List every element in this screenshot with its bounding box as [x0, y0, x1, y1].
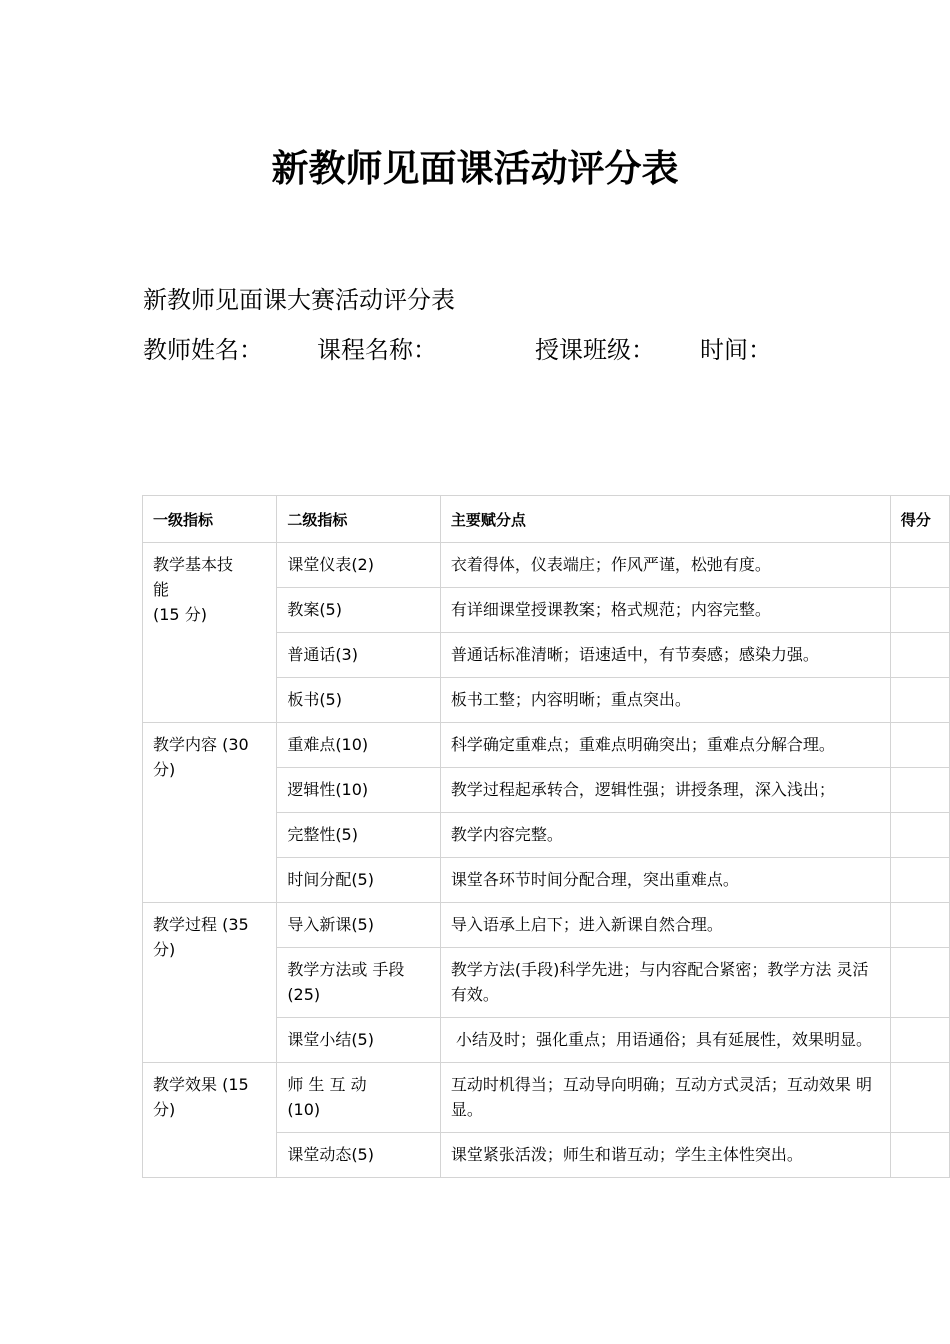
table-header-row [143, 496, 950, 543]
score-input-cell[interactable] [890, 813, 949, 858]
table-row [143, 1063, 950, 1133]
scoring-points-cell: 课堂各环节时间分配合理，突出重难点。 [440, 858, 890, 903]
score-input-cell[interactable] [890, 588, 949, 633]
table-row [143, 903, 950, 948]
level2-indicator-cell: 课堂小结(5) [277, 1018, 441, 1063]
class-label: 授课班级： [535, 336, 655, 364]
header-score: 得分 [890, 496, 949, 543]
scoring-points-cell: 教学方法(手段)科学先进；与内容配合紧密；教学方法 灵活有效。 [440, 948, 890, 1018]
teacher-name-label: 教师姓名： [143, 336, 263, 364]
scoring-points-cell: 有详细课堂授课教案；格式规范；内容完整。 [440, 588, 890, 633]
scoring-points-cell: 导入语承上启下；进入新课自然合理。 [440, 903, 890, 948]
scoring-points-cell: 板书工整；内容明晰；重点突出。 [440, 678, 890, 723]
level1-indicator-cell: 教学效果 (15 分) [143, 1063, 277, 1178]
header-level2: 二级指标 [277, 496, 441, 543]
level2-indicator-cell: 教学方法或 手段 (25) [277, 948, 441, 1018]
score-input-cell[interactable] [890, 768, 949, 813]
header-points: 主要赋分点 [440, 496, 890, 543]
level2-indicator-cell: 逻辑性(10) [277, 768, 441, 813]
score-input-cell[interactable] [890, 1133, 949, 1178]
scoring-points-cell: 科学确定重难点；重难点明确突出；重难点分解合理。 [440, 723, 890, 768]
table-row [143, 543, 950, 588]
scoring-points-cell: 教学内容完整。 [440, 813, 890, 858]
score-input-cell[interactable] [890, 723, 949, 768]
score-input-cell[interactable] [890, 678, 949, 723]
score-input-cell[interactable] [890, 948, 949, 1018]
level2-indicator-cell: 普通话(3) [277, 633, 441, 678]
table-body [143, 543, 950, 1178]
level1-indicator-cell: 教学过程 (35 分) [143, 903, 277, 1063]
course-name-label: 课程名称： [317, 336, 437, 364]
level1-indicator-cell: 教学基本技 能 (15 分) [143, 543, 277, 723]
level2-indicator-cell: 时间分配(5) [277, 858, 441, 903]
score-input-cell[interactable] [890, 1018, 949, 1063]
scoring-points-cell: 衣着得体，仪表端庄；作风严谨，松弛有度。 [440, 543, 890, 588]
level1-indicator-cell: 教学内容 (30 分) [143, 723, 277, 903]
scoring-points-cell: 课堂紧张活泼；师生和谐互动；学生主体性突出。 [440, 1133, 890, 1178]
time-label: 时间： [700, 336, 772, 364]
table-row [143, 723, 950, 768]
level2-indicator-cell: 板书(5) [277, 678, 441, 723]
level2-indicator-cell: 师 生 互 动 (10) [277, 1063, 441, 1133]
score-input-cell[interactable] [890, 858, 949, 903]
level2-indicator-cell: 教案(5) [277, 588, 441, 633]
form-subtitle: 新教师见面课大赛活动评分表 [143, 286, 455, 314]
score-input-cell[interactable] [890, 903, 949, 948]
level2-indicator-cell: 重难点(10) [277, 723, 441, 768]
score-input-cell[interactable] [890, 633, 949, 678]
header-level1: 一级指标 [143, 496, 277, 543]
level2-indicator-cell: 完整性(5) [277, 813, 441, 858]
score-input-cell[interactable] [890, 543, 949, 588]
level2-indicator-cell: 课堂仪表(2) [277, 543, 441, 588]
scoring-points-cell: 教学过程起承转合，逻辑性强；讲授条理，深入浅出； [440, 768, 890, 813]
scoring-points-cell: 普通话标准清晰；语速适中，有节奏感；感染力强。 [440, 633, 890, 678]
level2-indicator-cell: 导入新课(5) [277, 903, 441, 948]
level2-indicator-cell: 课堂动态(5) [277, 1133, 441, 1178]
page-title: 新教师见面课活动评分表 [271, 147, 679, 190]
scoring-table [142, 495, 950, 1178]
scoring-points-cell: 小结及时；强化重点；用语通俗；具有延展性，效果明显。 [440, 1018, 890, 1063]
scoring-points-cell: 互动时机得当；互动导向明确；互动方式灵活；互动效果 明显。 [440, 1063, 890, 1133]
score-input-cell[interactable] [890, 1063, 949, 1133]
